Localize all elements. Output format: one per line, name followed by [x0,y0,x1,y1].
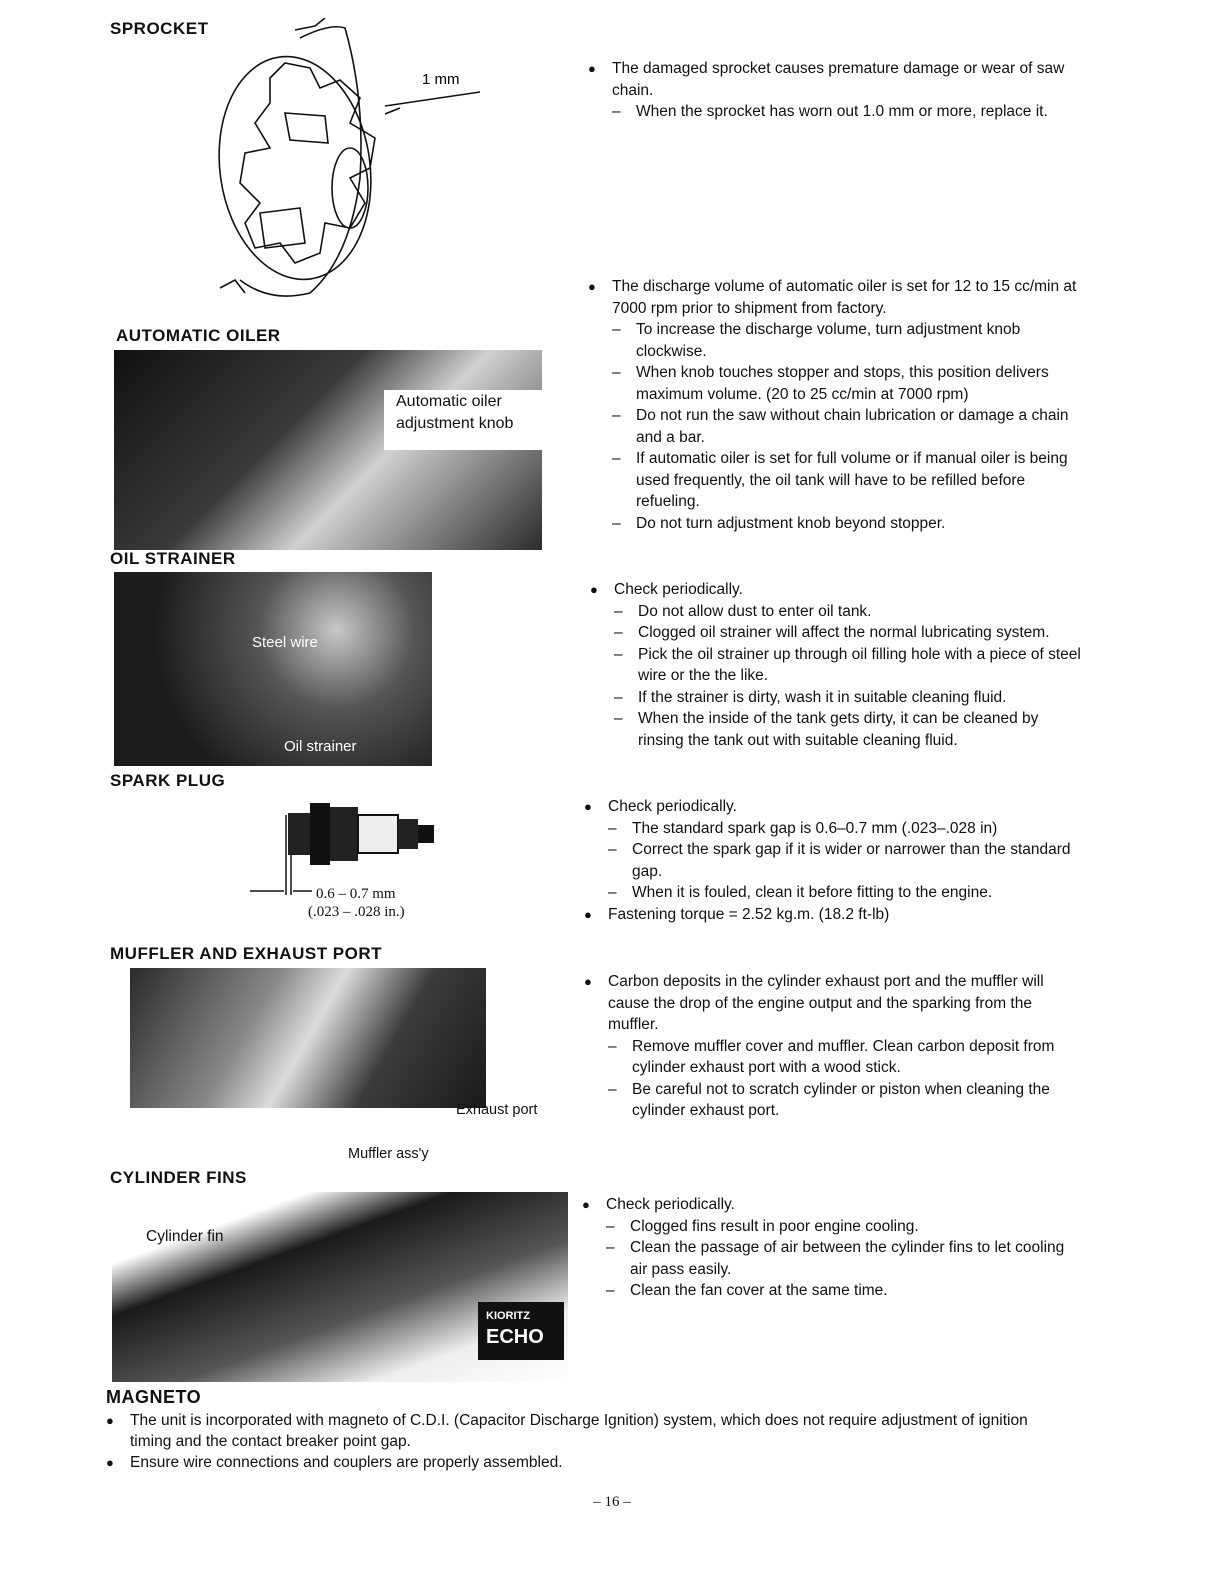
heading-cylinder-fins: CYLINDER FINS [110,1168,247,1187]
strainer-label-2: Oil strainer [284,738,357,755]
strainer-text [590,579,1082,751]
magneto-bullet-1: ● The unit is incorporated with magneto of C.D.I. (Capacitor Discharge Ignition) system, which does not require adjustment of ignition timing and the contact breaker point gap. [106,1410,1066,1452]
sprocket-illustration [200,18,480,303]
oiler-label-1: Automatic oiler [396,393,502,410]
oiler-dash-1: – To increase the discharge volume, turn adjustment knob clockwise. [612,321,1021,360]
strainer-dash-1: – Do not allow dust to enter oil tank. [614,602,872,620]
heading-sprocket: SPROCKET [110,19,209,38]
fins-dash-1: – Clogged fins result in poor engine cooling. [606,1217,919,1235]
magneto-text [106,1410,1066,1473]
heading-muffler-exhaust: MUFFLER AND EXHAUST PORT [110,944,383,963]
page-number: – 16 – [593,1494,631,1510]
fins-bullet-1: ● Check periodically. [582,1194,1074,1216]
heading-automatic-oiler: AUTOMATIC OILER [116,326,281,345]
muffler-assy-label: Muffler ass'y [348,1146,429,1162]
brand-kioritz: KIORITZ [486,1310,530,1322]
plug-bullet-1: ● Check periodically. [584,796,1076,818]
oiler-bullet-1: ● The discharge volume of automatic oiler is set for 12 to 15 cc/min at 7000 rpm prior to shipment from factory. [588,276,1080,319]
strainer-dash-4: – If the strainer is dirty, wash it in suitable cleaning fluid. [614,688,1007,706]
spark-gap-label-mm: 0.6 – 0.7 mm [316,886,396,902]
oiler-dash-2: – When knob touches stopper and stops, this position delivers maximum volume. (20 to 25 cc/min at 7000 rpm) [612,364,1049,403]
heading-magneto: MAGNETO [106,1387,202,1407]
oiler-dash-3: – Do not run the saw without chain lubrication or damage a chain and a bar. [612,407,1069,446]
oiler-label-2: adjustment knob [396,415,514,432]
muffler-text [584,971,1076,1122]
strainer-label-1: Steel wire [252,634,318,651]
magneto-bullet-2: ● Ensure wire connections and couplers are properly assembled. [106,1452,1066,1473]
strainer-bullet-1: ● Check periodically. [590,579,1082,601]
strainer-dash-2: – Clogged oil strainer will affect the normal lubricating system. [614,624,1050,641]
oiler-dash-5: – Do not turn adjustment knob beyond stopper. [612,514,946,532]
sprocket-dash-1: – When the sprocket has worn out 1.0 mm or more, replace it. [612,103,1048,120]
plug-dash-3: – When it is fouled, clean it before fitting to the engine. [608,884,993,901]
exhaust-port-label: Exhaust port [456,1102,538,1118]
strainer-dash-5: – When the inside of the tank gets dirty, it can be cleaned by rinsing the tank out with suitable cleaning fluid. [614,710,1039,749]
brand-echo: ECHO [486,1326,544,1348]
plug-text [584,796,1076,925]
cylinder-fins-photo [112,1192,568,1382]
fins-dash-2: – Clean the passage of air between the cylinder fins to let cooling air pass easily. [606,1239,1065,1278]
cylinder-fin-label: Cylinder fin [146,1228,224,1245]
heading-spark-plug: SPARK PLUG [110,771,226,790]
spark-plug-illustration [250,795,440,900]
muffler-dash-2: – Be careful not to scratch cylinder or piston when cleaning the cylinder exhaust port. [608,1080,1050,1119]
heading-oil-strainer: OIL STRAINER [110,549,236,568]
muffler-dash-1: – Remove muffler cover and muffler. Clean carbon deposit from cylinder exhaust port with a wood stick. [608,1037,1055,1076]
muffler-photo [130,968,486,1108]
sprocket-bullet-1: ● The damaged sprocket causes premature damage or wear of saw chain. [588,58,1082,101]
muffler-bullet-1: ● Carbon deposits in the cylinder exhaust port and the muffler will cause the drop of the engine output and the sparking from the muffler. [584,971,1076,1036]
plug-dash-1: – The standard spark gap is 0.6–0.7 mm (.023–.028 in) [608,819,998,837]
automatic-oiler-photo [114,350,542,550]
sprocket-text [588,58,1082,123]
strainer-dash-3: – Pick the oil strainer up through oil filling hole with a piece of steel wire or the the like. [614,645,1081,684]
spark-gap-label-in: (.023 – .028 in.) [308,904,405,920]
oiler-dash-4: – If automatic oiler is set for full volume or if manual oiler is being used frequently, the oil tank will have to be refilled before refueling. [612,450,1068,510]
oiler-text [588,276,1080,534]
oil-strainer-photo [114,572,432,766]
fins-text [582,1194,1074,1302]
plug-dash-2: – Correct the spark gap if it is wider or narrower than the standard gap. [608,841,1071,880]
plug-bullet-2: ● Fastening torque = 2.52 kg.m. (18.2 ft-lb) [584,904,1076,926]
sprocket-dimension-label: 1 mm [422,71,460,88]
fins-dash-3: – Clean the fan cover at the same time. [606,1282,888,1299]
